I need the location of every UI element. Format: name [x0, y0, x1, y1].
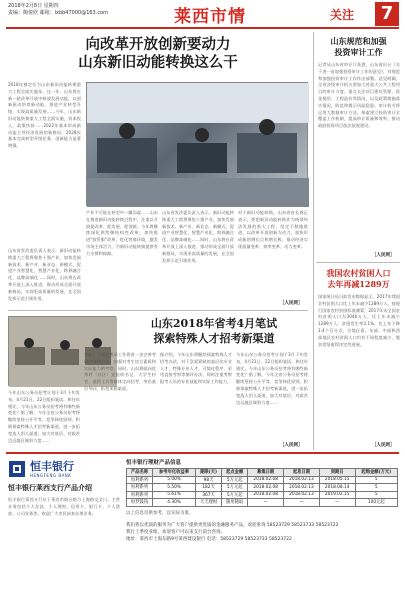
date-line: 2018年2月8日 星期四 — [8, 3, 59, 9]
audit-source: ［人民网］ — [372, 253, 395, 258]
table-cell: 2018.05.15 — [319, 476, 355, 484]
bank-subtitle: 恒丰银行莱西支行产品介绍 — [8, 484, 92, 492]
bank-address: 地址：莱西市上海东路9号莱西建设银行 电话：58523729 58523733 58523722 — [126, 536, 292, 542]
lead-headline-line1: 向改革开放创新要动力 — [85, 36, 231, 53]
exam-headline-line2: 探索特殊人才招考新渠道 — [153, 332, 275, 345]
table-cell: 恒利系列 — [127, 491, 153, 499]
table-cell: 5万元起 — [222, 484, 248, 492]
rates-column-header: 起购金额(万元) — [355, 469, 397, 477]
exam-headline-line1: 山东2018年省考4月笔试 — [150, 317, 278, 330]
rates-header-row — [127, 469, 398, 477]
table-cell: 2018.02.13 — [284, 484, 320, 492]
table-row — [127, 499, 398, 507]
poverty-headline-line1: 我国农村贫困人口 — [326, 268, 391, 278]
table-row — [127, 484, 398, 492]
exam-body-col1: 今年山东公务员招考计划于3月下旬发布，4月21日、22日组织笔试。和往年相比，今年山东公务员招考将有哪些新变化？据了解，今年全省公务员招考将继续坚持公开平等、竞争择优原则，积极探索特殊人才招考新渠道，进一步拓宽选人用人渠道，加大对基层、对艰苦边远地区倾斜力度…… — [8, 390, 80, 443]
table-cell: 恒梦鼓钱 — [127, 499, 153, 507]
audit-headline-line2: 投资审计工作 — [334, 47, 383, 57]
table-cell: 5 — [355, 484, 397, 492]
table-cell: 98天 — [195, 476, 221, 484]
section-label: 关注 — [330, 8, 355, 22]
table-cell: 5 — [355, 476, 397, 484]
table-cell: 天天理财 — [195, 499, 221, 507]
table-cell: 5 — [355, 491, 397, 499]
rates-column-header: 产品名称 — [127, 469, 153, 477]
table-cell: — — [248, 499, 284, 507]
poverty-headline-line2: 去年再减1289万 — [327, 279, 390, 289]
rates-table — [126, 468, 398, 507]
header-meta — [8, 3, 128, 17]
masthead: 莱西市情 — [174, 7, 246, 27]
poverty-headline — [316, 268, 401, 290]
table-cell: 2019.02.15 — [319, 491, 355, 499]
table-cell: 367天 — [195, 491, 221, 499]
table-cell: 5万元起 — [222, 476, 248, 484]
rates-column-header: 期限(天) — [195, 469, 221, 477]
header-rule — [6, 27, 399, 29]
rates-column-header: 参考年化收益率 — [153, 469, 196, 477]
editor-line: 责编：陶悦欣 邮箱：lxbb47000@163.com — [8, 10, 109, 16]
divider — [8, 310, 308, 311]
ad-rule — [6, 452, 399, 454]
table-row — [127, 491, 398, 499]
lead-body-col1b: 山东省发改委负责人表示，新旧动能转换重大工程将聚焦十强产业，加快发展新技术、新产业、新业态、新模式，促进产业智慧化、智慧产业化、跨界融合化、品牌高端化……同时，山东将在改革开放上深入推进，推动形成全面开放新格局，实现更高质量的发展，在全国发挥示范引领作用。 — [8, 248, 81, 301]
poverty-body: 国家统计局日前发布数据显示，2017年我国农村贫困人口比上年末减少1289万人。按现行国家农村贫困标准测算，2017年末全国农村贫困人口为3046万人，比上年末减少1289万人；贫困发生率3.1%，比上年下降1.4个百分点。分地区看，东部、中部和西部地区农村贫困人口均有不同程度减少，脱贫攻坚取得决定性进展。 — [318, 294, 400, 347]
lead-body-col1: 2018年被定位为山东新旧动能转换重大工程全面实施年。这一年，山东将在新一轮改革开放中释放发展动能，以创新驱动培育新动能，推进产业转型升级，实现高质量发展……今年，山东新旧动能转换重大工程全面实施，资本投入，政策扶持……2022年基本形成新动能主导经济发展的新格局，2028年基本完成转型升级任务，创新能力显著增强。 — [8, 82, 81, 149]
exam-body-col4: 今年山东公务员招考计划于3月下旬发布，4月21日、22日组织笔试。和往年相比，今年山东公务员招考将有哪些新变化？据了解，今年全省公务员招考将继续坚持公开平等、竞争择优原则，积极探索特殊人才招考新渠道，进一步拓宽选人用人渠道，加大对基层、对艰苦边远地区倾斜力度…… — [236, 352, 308, 405]
lead-headline — [8, 36, 308, 72]
exam-headline — [120, 316, 308, 346]
rates-column-header: 起息日期 — [284, 469, 320, 477]
table-cell: 2018.02.08 — [248, 476, 284, 484]
audit-headline — [316, 36, 401, 58]
lead-body-col3: 山东省发改委负责人表示，新旧动能转换重大工程将聚焦十强产业，加快发展新技术、新产业、新业态、新模式，促进产业智慧化、智慧产业化、跨界融合化、品牌高端化……同时，山东将在改革开放上深入推进，推动形成全面开放新格局，实现更高质量的发展，在全国发挥示范引领作用。 — [162, 210, 234, 263]
bank-ad-right — [126, 458, 398, 594]
lead-body-col2: 产业不可能在转型中一蹴而就……山东在推进新旧动能转换过程中，注重以开放促改革、促发展、促创新。今年将继续深化供给侧结构性改革，加快推进"放管服"改革，优化营商环境，激发市场主体活力，为新旧动能转换提供有力支撑和保障。 — [86, 210, 158, 256]
bank-name-en: HENGFENG BANK — [30, 472, 72, 478]
office-scene-image — [87, 83, 309, 207]
rates-table-title: 恒丰银行理财产品信息 — [126, 460, 182, 466]
table-cell: 5.61% — [153, 491, 196, 499]
table-cell: 100元起 — [355, 499, 397, 507]
bank-logo — [8, 460, 120, 478]
table-cell: 恒利系列 — [127, 484, 153, 492]
rates-column-header: 募集日期 — [248, 469, 284, 477]
table-cell: 2018.08.14 — [319, 484, 355, 492]
table-cell: 182天 — [195, 484, 221, 492]
table-cell: 2018.02.08 — [248, 484, 284, 492]
table-cell: 4.30% — [153, 499, 196, 507]
bank-name: 恒丰银行 — [30, 459, 74, 473]
audit-headline-line1: 山东规范和加强 — [330, 36, 387, 46]
bank-contact-1: 我们将以优质的服务为广大客户提供更优质的金融服务产品，欢迎垂询 58523729 58523733 58523722 — [126, 522, 339, 528]
bank-logo-icon — [8, 460, 26, 478]
table-cell: — — [319, 499, 355, 507]
lead-photo — [86, 82, 308, 206]
lead-body-col4: 对于新旧动能转换，山东省省长龚正表示，要把新旧动能转换作为统领经济发展的重大工程，坚定不移地推进，以改革开放创新为动力，加快形成新的增长点和增长极，推动经济实现质量变革、效率变革、动力变革。 — [238, 210, 308, 249]
table-cell: 2018.02.13 — [284, 491, 320, 499]
rates-note: 以上信息仅供参考，以实际为准。 — [126, 510, 194, 516]
bank-description: 恒丰银行莱西支行位于莱西市烟台路与上海路交叉口。主营业务包括个人存款、个人理财、信用卡、银行卡、个人贷款、公司业务等。欢迎广大市民前来办理业务。 — [8, 497, 120, 516]
table-cell: 5.50% — [153, 484, 196, 492]
sidebar-divider — [316, 262, 400, 263]
table-cell: 随用随取 — [222, 499, 248, 507]
poverty-source: ［人民网］ — [372, 443, 395, 448]
table-cell: 5.00% — [153, 476, 196, 484]
table-cell: 2018.02.13 — [284, 476, 320, 484]
rates-column-header: 起点金额 — [222, 469, 248, 477]
table-cell: 2018.02.08 — [248, 491, 284, 499]
bank-contact-2: 我行上季度业绩，欢迎客户可以来支行前台咨询。 — [126, 529, 225, 535]
exam-body-col2: 为此，今年的考录工作将进一步完善考试内容和方式，加强对考生综合素质和实际能力的考察。同时，山东将面向优秀村（社区）党组织书记、大学生村官、退役士兵等群体定向招考，突出基层导向，拓宽来源渠道。 — [84, 352, 156, 391]
table-cell: — — [284, 499, 320, 507]
exam-source: ［人民网］ — [280, 443, 303, 448]
table-cell: 5万元起 — [222, 491, 248, 499]
exam-body-col3: 据介绍，今年山东将继续探索特殊人才招考办法，对于急需紧缺的高层次专业人才、特殊专业人才，可简化程序、采用直接考察等测评办法。同时注重考察报考人员的专业技能和实际工作能力。 — [160, 352, 232, 385]
lead-headline-line2: 山东新旧动能转换这么干 — [78, 54, 238, 71]
table-row — [127, 476, 398, 484]
page-number: 7 — [375, 2, 399, 26]
rates-body — [127, 476, 398, 506]
bank-ad-left — [8, 460, 120, 594]
rates-column-header: 到期日 — [319, 469, 355, 477]
audit-body: 记者从山东省审计厅获悉，山东省出台《关于进一步加强投资审计工作的意见》，对规范和加强投资审计工作作出部署。意见明确，全省各级审计机关要加大对重大公共工程项目的审计力度，重点关注项目建设管理、资金使用、工程造价等情况，以及政策措施落实情况，防范和揭示风险隐患。审计机关将运用大数据审计方法，探索建立投资审计全覆盖工作机制，提高审计质量和效率，推动政府投资项目依法依规建设。 — [318, 62, 400, 129]
column-divider — [313, 32, 314, 450]
table-cell: 恒利系列 — [127, 476, 153, 484]
lead-source: ［人民网］ — [280, 301, 303, 306]
